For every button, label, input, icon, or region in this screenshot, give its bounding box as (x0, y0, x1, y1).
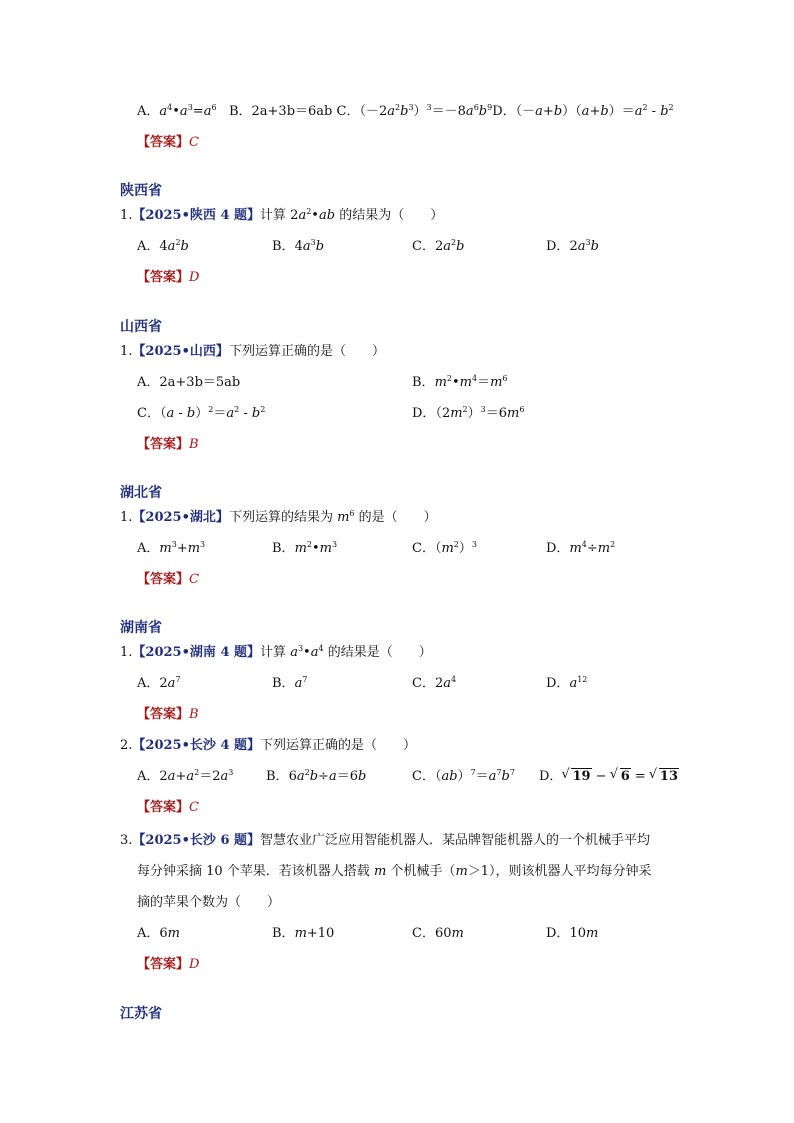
question-source: 2025•湖北 (145, 510, 216, 525)
option-b: B．$4a^3b$ (272, 238, 325, 254)
question-stem: 3.【2025•长沙 6 题】智慧农业广泛应用智能机器人．某品牌智能机器人的一个机械手平均 (120, 833, 651, 848)
option-a: A．$4a^2b$ (137, 238, 189, 254)
top-question-answer (137, 135, 199, 151)
option-d: D．$a^{12}$ (546, 675, 588, 691)
answer: 【答案】D (137, 270, 200, 285)
option-d-label: D． (492, 104, 516, 119)
option-c: C．$2a^4$ (412, 675, 457, 691)
top-question-options (137, 104, 674, 120)
option-a: A．$m^3+m^3$ (137, 540, 206, 556)
question-source: 2025•陕西 4 题 (145, 208, 248, 223)
option-c: C．60m (412, 926, 464, 941)
option-b-label: B． (228, 104, 252, 119)
option-b: B．$m^2•m^4=m^6$ (412, 374, 508, 390)
answer: 【答案】C (137, 572, 199, 587)
option-c: C．$(ab)^7=a^7b^7$ (412, 768, 515, 784)
answer: 【答案】B (137, 707, 199, 722)
option-b: B．$m^2•m^3$ (272, 540, 338, 556)
option-a-expr: $a^4•a^3=a^6$ (159, 103, 217, 119)
question-source: 2025•湖南 4 题 (145, 645, 248, 660)
option-a: A．$2a+a^2=2a^3$ (137, 768, 234, 784)
option-d-expr: $(-a+b)(a+b)=a^2 - b^2$ (515, 103, 674, 119)
question-stem: 1.【2025•湖南 4 题】计算 $a^3•a^4$ 的结果是（ ） (120, 644, 432, 660)
question-stem: 1.【2025•湖北】下列运算的结果为 $m^6$ 的是（ ） (120, 509, 437, 525)
answer: 【答案】D (137, 957, 200, 972)
option-c-expr: $(-2a^2b^3)^3=-8a^6b^9$ (359, 103, 493, 119)
option-a: A．6m (137, 926, 180, 941)
question-stem: 1.【2025•山西】下列运算正确的是（ ） (120, 344, 385, 359)
question-stem-line-3: 摘的苹果个数为（ ） (137, 895, 281, 910)
question-stem: 1.【2025•陕西 4 题】计算 $2a^2•ab$ 的结果为（ ） (120, 207, 444, 223)
question-source: 2025•长沙 6 题 (145, 833, 248, 848)
question-source: 2025•长沙 4 题 (145, 738, 248, 753)
option-d: D．$m^4\div m^2$ (546, 540, 616, 556)
option-b-expr: 2a+3b＝6ab (251, 104, 333, 119)
option-c: C．$2a^2b$ (412, 238, 465, 254)
option-d: D．10m (546, 926, 599, 941)
question-source: 2025•山西 (145, 344, 216, 359)
section-title-shanxi: 山西省 (120, 319, 162, 335)
option-d: D．$(2m^2)^3=6m^6$ (412, 405, 525, 421)
section-title-jiangsu: 江苏省 (120, 1006, 162, 1022)
option-b: B．$6a^2b\div a=6b$ (266, 768, 367, 784)
option-c-label: C． (336, 104, 360, 119)
option-c: C．$(a - b)^2=a^2 - b^2$ (137, 405, 266, 421)
answer: 【答案】B (137, 437, 199, 452)
option-a: A．2a+3b＝5ab (137, 375, 241, 390)
question-stem-line-2: 每分钟采摘 10 个苹果．若该机器人搭载 m 个机械手（m＞1），则该机器人平均每分钟采 (137, 864, 652, 879)
option-b: B．m+10 (272, 926, 335, 941)
option-d: D．√ 19 − √ 6 = √ 13 (539, 769, 679, 785)
option-c: C．$(m^2)^3$ (412, 540, 477, 556)
answer: 【答案】C (137, 800, 199, 815)
section-title-shaanxi: 陕西省 (120, 183, 162, 199)
option-a-label: A． (137, 104, 160, 119)
section-title-hunan: 湖南省 (120, 620, 162, 636)
answer-label: 【答案】 (137, 135, 190, 150)
option-a: A．$2a^7$ (137, 675, 181, 691)
option-d: D．$2a^3b$ (546, 238, 599, 254)
option-b: B．$a^7$ (272, 675, 308, 691)
section-title-hubei: 湖北省 (120, 485, 162, 501)
question-stem: 2.【2025•长沙 4 题】下列运算正确的是（ ） (120, 738, 417, 753)
answer-value: C (189, 135, 199, 150)
